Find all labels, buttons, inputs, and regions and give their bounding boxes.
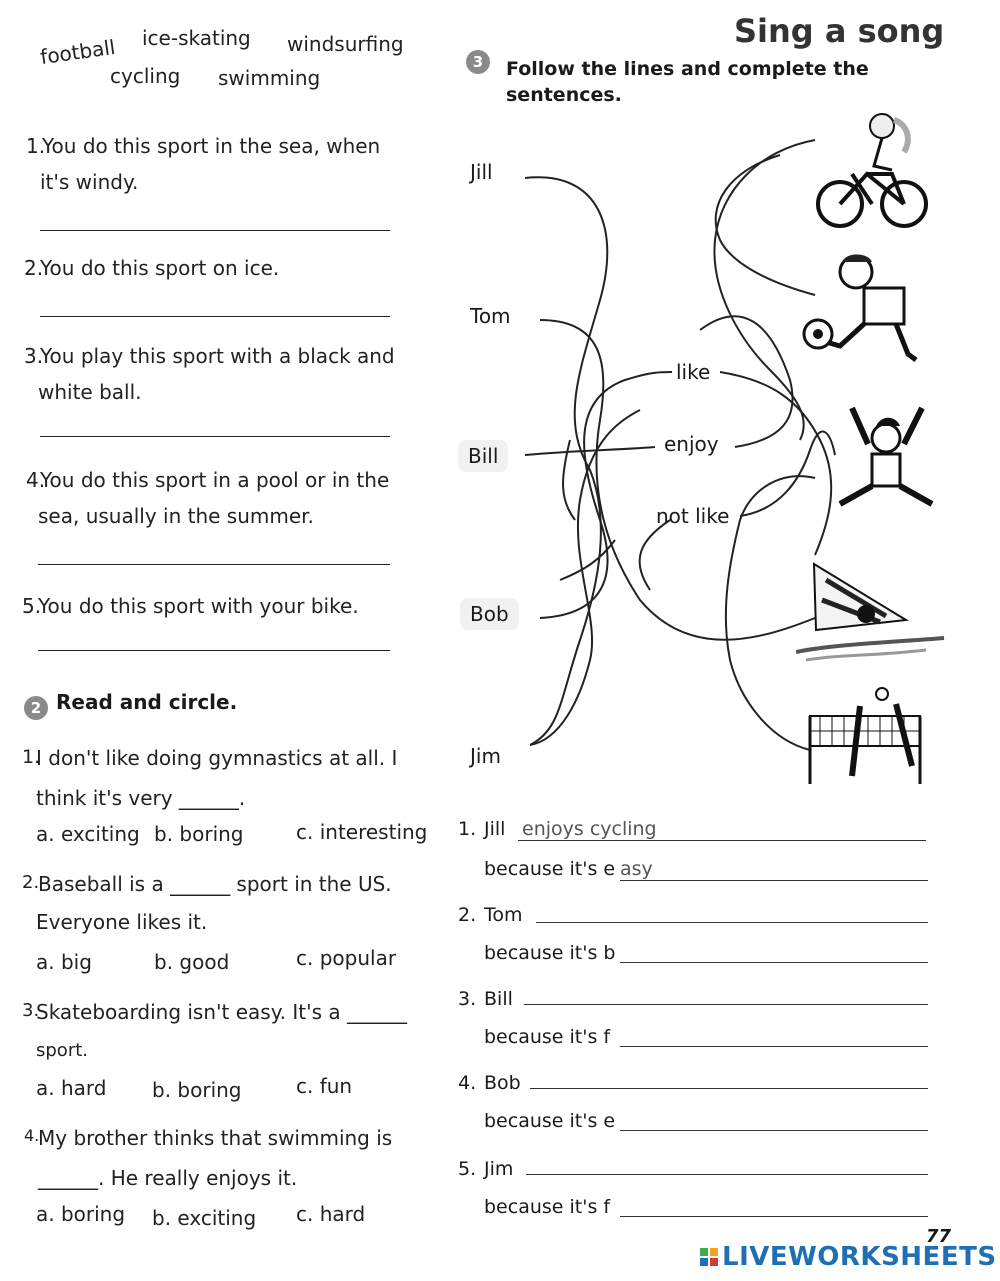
sentence2-because-input[interactable]	[620, 962, 928, 963]
q1-answer-line[interactable]	[40, 230, 390, 231]
s2-q1-option-a[interactable]: a. exciting	[36, 822, 140, 846]
sentence1-answer-underline	[518, 840, 926, 841]
sentence3-number: 3.	[458, 988, 477, 1010]
maze-name-tom: Tom	[470, 304, 511, 328]
q3-line1: You play this sport with a black and	[40, 344, 395, 368]
s2-q3-option-c[interactable]: c. fun	[296, 1074, 353, 1098]
s2-q2-option-b[interactable]: b. good	[154, 950, 230, 974]
sentence5-because: because it's f	[484, 1196, 611, 1218]
word-bank-ice-skating: ice-skating	[142, 26, 251, 50]
maze-name-bill: Bill	[458, 440, 508, 472]
sentence1-name: Jill	[484, 818, 506, 840]
s2-q3-line2: sport.	[36, 1040, 88, 1061]
q3-answer-line[interactable]	[40, 436, 390, 437]
q4-line2: sea, usually in the summer.	[38, 504, 314, 528]
sentence4-because: because it's e	[484, 1110, 616, 1132]
section3-instruction-line2: sentences.	[506, 84, 622, 106]
s2-q1-line1: I don't like doing gymnastics at all. I	[36, 746, 398, 770]
maze-verb-not-like: not like	[656, 504, 730, 528]
maze-verb-like: like	[676, 360, 711, 384]
sentence1-because-underline	[620, 880, 928, 881]
sentence4-because-input[interactable]	[620, 1130, 928, 1131]
s2-q4-option-b[interactable]: b. exciting	[152, 1206, 257, 1230]
sentence1-number: 1.	[458, 818, 477, 840]
q4-line1: You do this sport in a pool or in the	[40, 468, 390, 492]
maze-name-bob: Bob	[460, 598, 519, 630]
q5-number: 5.	[22, 594, 42, 618]
q2-number: 2.	[24, 256, 44, 280]
s2-q4-option-c[interactable]: c. hard	[296, 1202, 366, 1226]
q2-answer-line[interactable]	[40, 316, 390, 317]
s2-q2-option-a[interactable]: a. big	[36, 950, 92, 974]
page-number: 77	[926, 1226, 952, 1247]
section3-badge: 3	[466, 50, 490, 74]
s2-q3-option-a[interactable]: a. hard	[36, 1076, 107, 1100]
footer-brand: LIVEWORKSHEETS	[722, 1242, 997, 1272]
sentence2-number: 2.	[458, 904, 477, 926]
q4-answer-line[interactable]	[38, 564, 390, 565]
word-bank-football: football	[38, 34, 117, 70]
sentence2-name: Tom	[484, 904, 523, 926]
s2-q4-line1: My brother thinks that swimming is	[38, 1126, 393, 1150]
football-picture	[796, 250, 926, 370]
s2-q4-option-a[interactable]: a. boring	[36, 1202, 126, 1226]
sentence5-name: Jim	[484, 1158, 514, 1180]
sentence1-answer-input[interactable]: enjoys cycling	[522, 818, 657, 840]
sentence5-because-input[interactable]	[620, 1216, 928, 1217]
s2-q1-option-b[interactable]: b. boring	[154, 822, 244, 846]
s2-q1-line2: think it's very ______.	[36, 786, 246, 810]
sentence5-number: 5.	[458, 1158, 477, 1180]
s2-q2-line1: Baseball is a ______ sport in the US.	[38, 872, 392, 896]
s2-q1-option-c[interactable]: c. interesting	[296, 820, 428, 844]
gymnastics-picture	[832, 404, 942, 524]
q1-number: 1.	[26, 134, 46, 158]
sentence3-because: because it's f	[484, 1026, 611, 1048]
sentence2-answer-input[interactable]	[536, 922, 928, 923]
s2-q2-option-c[interactable]: c. popular	[296, 946, 397, 970]
s2-q3-line1: Skateboarding isn't easy. It's a ______	[36, 1000, 408, 1024]
q1-line1: You do this sport in the sea, when	[42, 134, 381, 158]
s2-q4-number: 4.	[24, 1126, 40, 1145]
sing-a-song-heading: Sing a song	[734, 12, 945, 50]
windsurfing-picture	[796, 560, 946, 665]
s2-q3-option-b[interactable]: b. boring	[152, 1078, 242, 1102]
q3-line2: white ball.	[38, 380, 142, 404]
sentence3-answer-input[interactable]	[524, 1004, 928, 1005]
cycling-picture	[812, 104, 932, 234]
q2-line1: You do this sport on ice.	[40, 256, 280, 280]
section2-title: Read and circle.	[56, 690, 238, 714]
q5-answer-line[interactable]	[38, 650, 390, 651]
q1-line2: it's windy.	[40, 170, 139, 194]
word-bank-cycling: cycling	[110, 64, 181, 88]
s2-q4-line2: ______. He really enjoys it.	[38, 1166, 298, 1190]
sentence4-answer-input[interactable]	[530, 1088, 928, 1089]
sentence1-because-input[interactable]: asy	[620, 858, 653, 880]
sentence5-answer-input[interactable]	[526, 1174, 928, 1175]
q4-number: 4.	[26, 468, 46, 492]
volleyball-picture	[808, 686, 948, 786]
sentence4-number: 4.	[458, 1072, 477, 1094]
word-bank-windsurfing: windsurfing	[287, 32, 404, 56]
sentence4-name: Bob	[484, 1072, 521, 1094]
word-bank-swimming: swimming	[218, 66, 321, 90]
s2-q2-number: 2.	[22, 872, 40, 893]
sentence1-because: because it's e	[484, 858, 616, 880]
s2-q3-number: 3.	[22, 1000, 40, 1021]
section2-badge: 2	[24, 696, 48, 720]
maze-verb-enjoy: enjoy	[664, 432, 719, 456]
s2-q1-number: 1.	[22, 746, 41, 768]
maze-name-jim: Jim	[470, 744, 501, 768]
sentence2-because: because it's b	[484, 942, 616, 964]
s2-q2-line2: Everyone likes it.	[36, 910, 208, 934]
section3-instruction-line1: Follow the lines and complete the	[506, 58, 869, 80]
maze-name-jill: Jill	[470, 160, 493, 184]
q5-line1: You do this sport with your bike.	[38, 594, 359, 618]
liveworksheets-logo-icon	[700, 1248, 718, 1266]
q3-number: 3.	[24, 344, 44, 368]
sentence3-because-input[interactable]	[620, 1046, 928, 1047]
sentence3-name: Bill	[484, 988, 513, 1010]
